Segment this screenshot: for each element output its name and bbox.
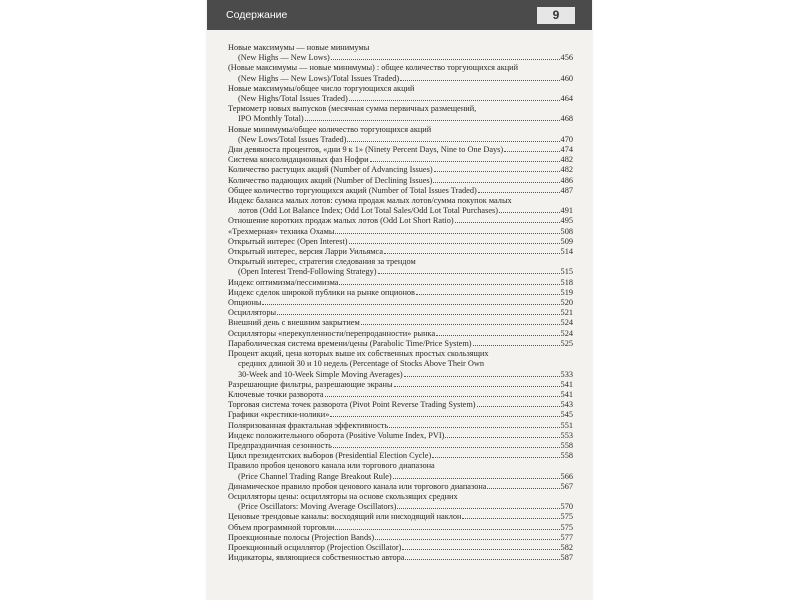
dot-leader [455, 222, 560, 223]
toc-entry-line [228, 53, 573, 63]
toc-entry [228, 227, 573, 237]
toc-entry [228, 155, 573, 165]
toc-page-number: 587 [560, 553, 573, 563]
toc-entry-line [228, 227, 573, 237]
toc-entry-text: Новые максимумы — новые минимумы [228, 43, 370, 52]
dot-leader [333, 447, 560, 448]
toc-page-number: 487 [560, 185, 573, 195]
toc-entry-text: Индекс положительного оборота (Positive Volume Index, PVI) [228, 430, 445, 440]
dot-leader [394, 386, 560, 387]
toc-page-number: 460 [560, 73, 573, 83]
toc-entry-line [228, 329, 573, 339]
toc-page-number: 470 [560, 134, 573, 144]
toc-entry [228, 553, 573, 563]
dot-leader [478, 192, 560, 193]
dot-leader [384, 253, 560, 254]
toc-entry-line [228, 461, 573, 471]
toc-entry-line [228, 298, 573, 308]
toc-entry-line [228, 74, 573, 84]
toc-entry [228, 441, 573, 451]
toc-entry-text: Отношение коротких продаж малых лотов (Odd Lot Short Ratio) [228, 216, 454, 226]
toc-entry-line [228, 247, 573, 257]
dot-leader [349, 243, 560, 244]
toc-entry-text: Параболическая система времени/цены (Parabolic Time/Price System) [228, 338, 472, 348]
toc-page-number: 577 [560, 532, 573, 542]
toc-entry-line [228, 451, 573, 461]
dot-leader [487, 488, 559, 489]
toc-entry [228, 43, 573, 63]
toc-entry-line [228, 84, 573, 94]
toc-entry-text: Новые максимумы/общее число торгующихся акций [228, 83, 415, 93]
toc-entry [228, 410, 573, 420]
toc-entry-text: лотов (Odd Lot Balance Index; Odd Lot Total Sales/Odd Lot Total Purchases) [238, 206, 499, 216]
dot-leader [397, 508, 559, 509]
toc-page-number: 509 [560, 236, 573, 246]
toc-entry [228, 523, 573, 533]
toc-entry-line [228, 553, 573, 563]
toc-entry-text: Открытый интерес, стратегия следования за трендом [228, 257, 416, 267]
toc-entry [228, 421, 573, 431]
toc-entry-text: Поляризованная фрактальная эффективность [228, 420, 389, 430]
toc-entry-text: Осцилляторы «перекупленности/перепроданности» рынка [228, 328, 436, 338]
toc-entry-text: (New Highs/Total Issues Traded) [238, 94, 348, 104]
dot-leader [462, 518, 559, 519]
toc-entry-text: (Новые максимумы — новые минимумы) : общее количество торгующихся акций [228, 63, 519, 73]
toc-entry-line [228, 278, 573, 288]
toc-entry-text: (New Lows/Total Issues Traded) [238, 134, 347, 144]
toc-entry-line [228, 114, 573, 124]
toc-page-number: 514 [560, 247, 573, 257]
toc-entry [228, 512, 573, 522]
toc-page-number: 575 [560, 512, 573, 522]
dot-leader [375, 539, 559, 540]
toc-entry [228, 196, 573, 216]
toc-page-number: 533 [560, 369, 573, 379]
toc-entry-line [228, 43, 573, 53]
toc-page-number: 525 [560, 338, 573, 348]
toc-entry [228, 165, 573, 175]
toc-entry [228, 318, 573, 328]
toc-entry-line [228, 308, 573, 318]
toc-page-number: 545 [560, 410, 573, 420]
toc-entry-line [228, 359, 573, 369]
toc-page-number: 566 [560, 471, 573, 481]
toc-entry [228, 390, 573, 400]
toc-entry-line [228, 380, 573, 390]
toc-entry-text: Новые минимумы/общее количество торгующихся акций [228, 124, 432, 134]
dot-leader [473, 345, 560, 346]
dot-leader [335, 529, 559, 530]
toc-entry-text: Ключевые точки разворота [228, 389, 324, 399]
toc-entry-text: Индикаторы, являющиеся собственностью автора [228, 553, 405, 563]
toc-entry [228, 329, 573, 339]
dot-leader [347, 141, 559, 142]
toc-entry [228, 339, 573, 349]
toc-entry-line [228, 523, 573, 533]
toc-entry-text: Опционы [228, 298, 262, 308]
toc-page-number: 456 [560, 53, 573, 63]
toc-entry-line [228, 125, 573, 135]
toc-entry [228, 104, 573, 124]
toc-entry-text: Индекс сделок широкой публики на рынке опционов [228, 287, 415, 297]
dot-leader [378, 273, 560, 274]
toc-page-number: 520 [560, 298, 573, 308]
toc-entry-text: (New Highs — New Lows)/Total Issues Traded) [238, 73, 400, 83]
toc-page-number: 508 [560, 226, 573, 236]
dot-leader [361, 324, 560, 325]
toc-page-number: 495 [560, 216, 573, 226]
toc-page-number: 515 [560, 267, 573, 277]
toc-entry-line [228, 431, 573, 441]
toc-entry [228, 482, 573, 492]
toc-page-number: 543 [560, 400, 573, 410]
dot-leader [349, 100, 560, 101]
dot-leader [477, 406, 560, 407]
toc-list [228, 43, 573, 563]
book-page [207, 0, 592, 600]
toc-page-number: 558 [560, 451, 573, 461]
toc-entry-line [228, 104, 573, 114]
dot-leader [434, 171, 560, 172]
dot-leader [277, 314, 560, 315]
toc-entry [228, 380, 573, 390]
toc-entry-text: Проекционные полосы (Projection Bands) [228, 532, 375, 542]
toc-entry-text: Количество растущих акций (Number of Advancing Issues) [228, 165, 433, 175]
dot-leader [325, 396, 560, 397]
toc-entry [228, 278, 573, 288]
toc-entry-line [228, 186, 573, 196]
toc-page-number: 491 [560, 206, 573, 216]
dot-leader [504, 151, 559, 152]
toc-entry-text: Объем программной торговли [228, 522, 335, 532]
dot-leader [262, 304, 559, 305]
toc-page-number: 482 [560, 165, 573, 175]
dot-leader [330, 416, 559, 417]
dot-leader [370, 161, 560, 162]
toc-entry-line [228, 390, 573, 400]
toc-entry [228, 237, 573, 247]
toc-entry [228, 451, 573, 461]
toc-page-number: 524 [560, 328, 573, 338]
toc-page-number: 551 [560, 420, 573, 430]
toc-entry [228, 216, 573, 226]
page-header [207, 0, 592, 30]
section-title: Содержание [226, 9, 288, 21]
toc-entry-line [228, 472, 573, 482]
toc-entry-text: Цикл президентских выборов (Presidential Election Cycle) [228, 451, 432, 461]
toc-entry-text: Внешний день с внешним закрытием [228, 318, 360, 328]
toc-entry-line [228, 267, 573, 277]
toc-entry-text: Динамическое правило пробоя ценового канала или торгового диапазона [228, 481, 487, 491]
toc-entry-text: Открытый интерес (Open Interest) [228, 236, 348, 246]
dot-leader [305, 120, 560, 121]
toc-page-number: 519 [560, 287, 573, 297]
toc-entry [228, 125, 573, 145]
toc-entry-line [228, 318, 573, 328]
toc-entry-text: Термометр новых выпусков (месячная сумма первичных размещений, [228, 104, 477, 114]
toc-entry [228, 349, 573, 380]
toc-entry [228, 461, 573, 481]
toc-entry-text: (Open Interest Trend-Following Strategy) [238, 267, 377, 277]
toc-page-number: 518 [560, 277, 573, 287]
toc-entry-line [228, 145, 573, 155]
toc-entry-text: Проекционный осциллятор (Projection Oscillator) [228, 542, 402, 552]
toc-entry-text: Предпраздничная сезонность [228, 440, 332, 450]
dot-leader [400, 80, 559, 81]
toc-page-number: 468 [560, 114, 573, 124]
toc-page-number: 553 [560, 430, 573, 440]
toc-entry-line [228, 441, 573, 451]
dot-leader [432, 457, 559, 458]
toc-entry-line [228, 63, 573, 73]
toc-entry-line [228, 288, 573, 298]
toc-entry-text: Дни девяноста процентов, «дни 9 к 1» (Ninety Percent Days, Nine to One Days) [228, 145, 504, 155]
toc-entry [228, 84, 573, 104]
toc-entry-line [228, 216, 573, 226]
toc-page-number: 567 [560, 481, 573, 491]
toc-entry-line [228, 257, 573, 267]
toc-entry [228, 288, 573, 298]
toc-entry [228, 400, 573, 410]
dot-leader [402, 549, 559, 550]
toc-page-number: 482 [560, 155, 573, 165]
toc-entry [228, 492, 573, 512]
toc-entry [228, 186, 573, 196]
toc-entry-text: Общее количество торгующихся акций (Number of Total Issues Traded) [228, 185, 477, 195]
toc-entry-line [228, 94, 573, 104]
toc-entry-line [228, 155, 573, 165]
toc-page-number: 570 [560, 502, 573, 512]
toc-page-number: 486 [560, 175, 573, 185]
dot-leader [393, 478, 560, 479]
toc-entry-line [228, 543, 573, 553]
toc-entry-text: (Price Oscillators: Moving Average Oscillators) [238, 502, 397, 512]
page-number-badge: 9 [537, 7, 575, 24]
toc-entry-text: 30-Week and 10-Week Simple Moving Averages) [238, 369, 403, 379]
toc-entry-line [228, 502, 573, 512]
toc-entry-text: средних длиной 30 и 10 недель (Percentage of Stocks Above Their Own [238, 359, 484, 369]
toc-entry-text: (Price Channel Trading Range Breakout Rule) [238, 471, 392, 481]
toc-entry-text: (New Highs — New Lows) [238, 53, 330, 63]
dot-leader [404, 376, 560, 377]
toc-entry [228, 145, 573, 155]
toc-page-number: 521 [560, 308, 573, 318]
dot-leader [499, 212, 560, 213]
toc-entry [228, 257, 573, 277]
dot-leader [331, 59, 560, 60]
toc-entry-text: «Трехмерная» техника Охамы [228, 226, 335, 236]
toc-entry-text: Разрешающие фильтры, разрешающие экраны [228, 379, 393, 389]
toc-entry-line [228, 533, 573, 543]
toc-page-number: 524 [560, 318, 573, 328]
toc-entry [228, 533, 573, 543]
toc-page-number: 541 [560, 389, 573, 399]
toc-entry-text: Индекс баланса малых лотов: сумма продаж малых лотов/сумма покупок малых [228, 196, 512, 206]
toc-entry-line [228, 349, 573, 359]
toc-entry [228, 298, 573, 308]
dot-leader [389, 427, 559, 428]
dot-leader [416, 294, 560, 295]
toc-entry-text: Индекс оптимизма/пессимизма [228, 277, 339, 287]
toc-entry [228, 308, 573, 318]
toc-entry-line [228, 410, 573, 420]
toc-entry-text: Торговая система точек разворота (Pivot Point Reverse Trading System) [228, 400, 476, 410]
toc-page-number: 582 [560, 542, 573, 552]
toc-entry-text: Ценовые трендовые каналы: восходящий или нисходящий наклон [228, 512, 462, 522]
toc-entry-text: Правило пробоя ценового канала или торгового диапазона [228, 461, 435, 471]
toc-entry [228, 247, 573, 257]
toc-entry-line [228, 421, 573, 431]
toc-entry-line [228, 339, 573, 349]
toc-entry-text: Количество падающих акций (Number of Declining Issues) [228, 175, 433, 185]
toc-entry-line [228, 482, 573, 492]
toc-entry-line [228, 400, 573, 410]
toc-entry-text: Открытый интерес, версия Ларри Уильямса [228, 247, 384, 257]
toc-entry-text: Процент акций, цена которых выше их собственных простых скользящих [228, 349, 489, 359]
toc-entry-line [228, 176, 573, 186]
toc-page-number: 474 [560, 145, 573, 155]
toc-entry-line [228, 512, 573, 522]
toc-entry-line [228, 196, 573, 206]
dot-leader [436, 335, 559, 336]
toc-entry [228, 543, 573, 553]
dot-leader [405, 559, 559, 560]
toc-entry-line [228, 370, 573, 380]
toc-entry-line [228, 237, 573, 247]
toc-page-number: 558 [560, 440, 573, 450]
toc-entry-line [228, 135, 573, 145]
dot-leader [433, 182, 559, 183]
toc-page-number: 541 [560, 379, 573, 389]
toc-entry-line [228, 492, 573, 502]
toc-entry-text: Система консолидационных фаз Нофри [228, 155, 369, 165]
dot-leader [445, 437, 559, 438]
toc-entry-text: Осцилляторы [228, 308, 277, 318]
dot-leader [339, 284, 559, 285]
toc-entry-line [228, 206, 573, 216]
dot-leader [335, 233, 559, 234]
toc-entry-line [228, 165, 573, 175]
toc-page-number: 464 [560, 94, 573, 104]
toc-entry [228, 431, 573, 441]
toc-entry-text: Осцилляторы цены: осцилляторы на основе скользящих средних [228, 491, 458, 501]
toc-entry-text: IPO Monthly Total) [238, 114, 304, 124]
toc-entry [228, 176, 573, 186]
toc-page-number: 575 [560, 522, 573, 532]
toc-entry [228, 63, 573, 83]
toc-entry-text: Графики «крестики-нолики» [228, 410, 330, 420]
